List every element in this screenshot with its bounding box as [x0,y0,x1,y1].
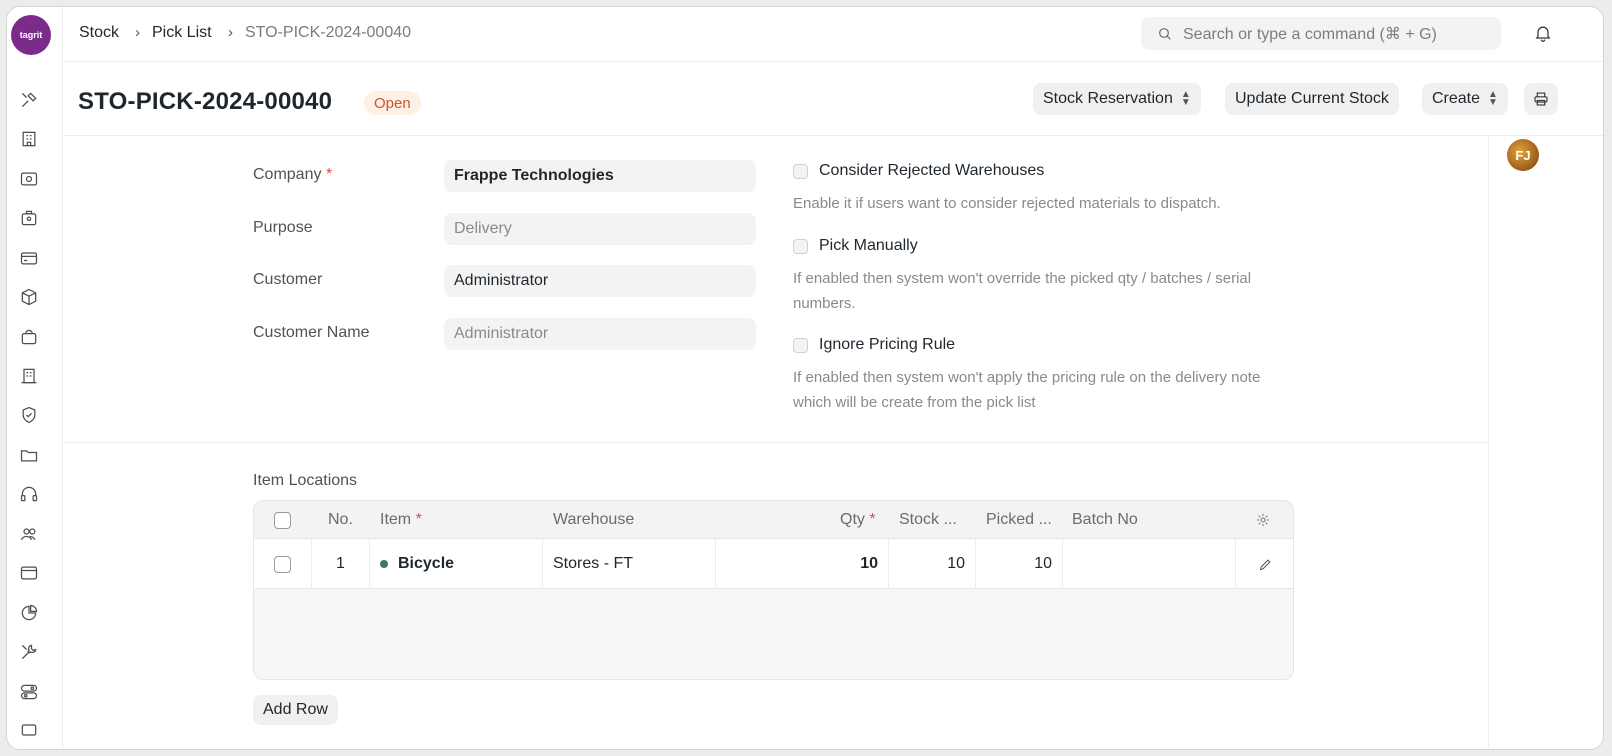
box-icon[interactable] [18,286,40,308]
chevron-updown-icon: ▲ ▼ [1488,89,1498,108]
shield-icon[interactable] [18,404,40,426]
search-icon [1157,26,1173,42]
office-icon[interactable] [18,365,40,387]
ignore-pricing-checkbox[interactable] [793,338,808,353]
breadcrumb-stock[interactable]: Stock [79,24,120,41]
table-row[interactable] [254,539,1293,589]
search-input[interactable] [1141,17,1501,50]
card-icon[interactable] [18,247,40,269]
consider-rejected-help: Enable it if users want to consider rejected materials to dispatch. [793,195,1221,212]
printer-icon [1532,90,1550,108]
table-header [254,501,1293,539]
column-item: Item * [380,511,422,528]
select-all-checkbox[interactable] [274,501,291,539]
update-current-stock-button[interactable] [1225,83,1399,115]
page-title: STO-PICK-2024-00040 [78,88,333,115]
page-header [63,63,1603,136]
column-stock-qty: Stock ... [899,511,957,528]
company-label: Company * [253,166,333,183]
company-field[interactable]: Frappe Technologies [444,160,756,192]
headset-icon[interactable] [18,483,40,505]
toggle-icon[interactable] [18,681,40,703]
chevron-updown-icon: ▲ ▼ [1180,89,1191,108]
customer-name-label: Customer Name [253,324,370,341]
column-warehouse: Warehouse [553,511,635,528]
row-batch-no[interactable] [1063,539,1236,589]
edit-row-icon[interactable] [1236,539,1294,589]
customer-field[interactable]: Administrator [444,265,756,297]
chevron-right-icon: › [228,24,233,41]
stock-reservation-button[interactable] [1033,83,1201,115]
stock-reservation-label: Stock Reservation [1043,90,1173,107]
create-button[interactable] [1422,83,1508,115]
row-item[interactable]: Bicycle [370,539,543,589]
browser-icon[interactable] [18,562,40,584]
pie-chart-icon[interactable] [18,602,40,624]
tools-icon[interactable] [18,89,40,111]
print-button[interactable] [1524,83,1558,115]
building-icon[interactable] [18,128,40,150]
update-stock-label: Update Current Stock [1235,90,1389,107]
customer-name-field: Administrator [444,318,756,350]
app-window [6,6,1604,750]
pick-manually-checkbox[interactable] [793,239,808,254]
consider-rejected-label: Consider Rejected Warehouses [819,162,1045,179]
bag-icon[interactable] [18,326,40,348]
create-label: Create [1432,90,1481,107]
column-picked-qty: Picked ... [986,511,1052,528]
row-picked-qty[interactable]: 10 [976,539,1063,589]
package-icon[interactable] [18,207,40,229]
row-checkbox[interactable] [254,539,312,589]
customer-label: Customer [253,271,323,288]
pick-manually-help: If enabled then system won't override the picked qty / batches / serial numbers. [793,270,1252,312]
column-qty: Qty * [840,511,876,528]
pick-manually-label: Pick Manually [819,237,918,254]
column-batch-no: Batch No [1072,511,1138,528]
sidebar-divider [1488,137,1489,750]
ignore-pricing-label: Ignore Pricing Rule [819,336,956,353]
item-locations-table [253,500,1294,680]
breadcrumb-pick-list[interactable]: Pick List [152,24,212,41]
chip-icon[interactable] [18,719,40,741]
chevron-right-icon: › [135,24,140,41]
wrench-icon[interactable] [18,641,40,663]
top-navbar [63,7,1603,62]
bell-icon[interactable] [1533,23,1555,45]
sidebar [7,7,63,749]
row-no: 1 [312,539,370,589]
consider-rejected-checkbox[interactable] [793,164,808,179]
row-qty[interactable]: 10 [716,539,889,589]
user-avatar[interactable]: FJ [1507,139,1539,171]
status-badge: Open [364,91,421,115]
search-placeholder: Search or type a command (⌘ + G) [1183,25,1437,43]
purpose-field: Delivery [444,213,756,245]
row-warehouse[interactable]: Stores - FT [543,539,716,589]
add-row-button[interactable]: Add Row [253,695,338,725]
purpose-label: Purpose [253,219,313,236]
breadcrumb-current: STO-PICK-2024-00040 [245,24,412,41]
column-no: No. [328,511,353,528]
section-divider [63,442,1488,443]
item-locations-title: Item Locations [253,472,358,489]
row-stock-qty[interactable]: 10 [889,539,976,589]
folder-icon[interactable] [18,444,40,466]
app-logo[interactable]: tagrit [11,15,51,55]
users-icon[interactable] [18,523,40,545]
ignore-pricing-help: If enabled then system won't apply the pricing rule on the delivery note which will be create from the pick list [793,369,1261,411]
eye-icon[interactable] [18,168,40,190]
status-dot [380,560,388,568]
settings-icon[interactable] [1255,501,1271,539]
